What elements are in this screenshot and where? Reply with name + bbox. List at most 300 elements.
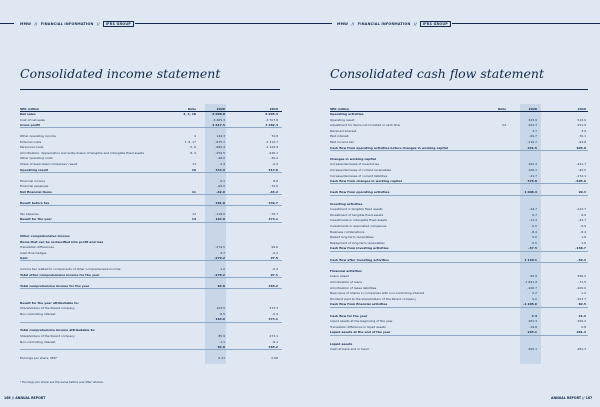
table-row [330,218,588,222]
row-value-prior: -43.7 [578,218,586,223]
row-value-prior: -172.1 [576,173,586,178]
row-value-current: -11.3 [529,218,537,223]
table-row [20,351,282,355]
row-value-prior: 21.2 [578,313,586,318]
row-label: Cash flow after investing activities [330,257,389,262]
table-row [330,325,588,329]
table-row [20,206,282,210]
table-row [330,196,588,200]
row-label: Increase/decrease of current liabilities [330,173,388,178]
table-row [20,251,282,255]
row-label: Total other comprehensive income for the year [20,272,100,277]
table-row [20,184,282,188]
row-value-prior: -226.1 [268,150,278,155]
table-row [20,245,282,249]
row-value-prior: 1.6 [581,235,586,240]
table-row [20,162,282,166]
row-value-prior: 605.0 [576,145,586,150]
row-value-prior: 99.6 [271,245,278,250]
header-year-current: 2020 [528,107,537,111]
row-value-prior: 259.2 [577,319,586,324]
row-label: Translation differences [20,245,54,250]
row-value-prior: -1 312.7 [265,139,278,144]
row-label: Result before tax [20,200,50,205]
row-value-prior: -93.8 [578,140,586,144]
row-value-prior: 3.9 [581,128,586,133]
table-row [20,212,282,216]
table-row [330,319,588,323]
row-value-current: 264.3 [528,123,537,128]
row-label: Financial expenses [20,184,49,189]
row-value-current: -8.4 [531,229,537,234]
row-value-prior: 99.3 [578,190,586,195]
row-label: Cash flow hedges [20,250,47,255]
row-value-prior: 70.8 [271,134,278,139]
row-value-prior: 356.2 [577,274,586,279]
runhead-section: FINANCIAL INFORMATION [40,22,94,26]
table-row [20,156,282,160]
row-label: New issue of shares in companies with non-controlling interest [330,291,425,296]
row-value-prior: 1.6 [581,240,586,245]
row-label: Paid interest [330,134,349,139]
table-row [20,345,282,350]
row-label: Total comprehensive income for the year [20,284,90,289]
row-label: Amortisation, depreciation and write-downs of tangible and intangible fixed assets [20,150,145,155]
table-row [330,230,588,234]
table-row [330,302,588,307]
row-label: Items that can be reclassified into profit and loss [20,239,104,244]
header-label: SEK million [20,107,40,111]
row-value-prior: -0.4 [272,311,278,316]
row-value-prior: 465.2 [268,345,278,350]
row-note: 14 [191,217,196,222]
row-value-prior: 0.8 [581,324,586,329]
row-value-current: -0.5 [219,311,225,316]
table-row [330,185,588,189]
row-label: Cash at bank and in hand [330,347,369,352]
table-row [330,146,588,151]
table-row [20,267,282,271]
table-row [330,280,588,284]
table-row [330,213,588,217]
row-label: Changes in working capital [330,156,376,161]
row-value-prior: -124.7 [576,207,586,212]
table-row [20,279,282,283]
row-value-current: -982.4 [215,145,225,150]
row-label: Amortisation of lease liabilities [330,285,377,290]
row-value-current: 431.5 [527,145,537,150]
row-note: 3, 4, 18 [183,112,196,116]
row-label: Financial activities [330,268,362,273]
table-row [20,356,282,360]
row-value-current: 144.3 [216,134,225,139]
table-row [20,168,282,173]
table-row [20,240,282,244]
row-label: Business combinations [330,229,365,234]
row-value-current: -274.5 [215,245,225,250]
table-row [330,274,588,278]
row-label: Increase/decrease of inventories [330,162,379,167]
table-row [330,291,588,295]
row-label: Investments in intangible fixed assets [330,218,387,223]
footnote: * Earnings per share are the same before and after dilution. [20,380,105,384]
row-label: Net financial items [20,189,52,194]
row-value-prior: -100.0 [576,285,586,290]
row-value-prior: 281.3 [576,330,586,335]
table-row [330,246,588,251]
table-row [20,201,282,206]
row-value-prior: 513.0 [268,167,278,172]
table-row [20,234,282,238]
table-row [330,123,588,127]
row-value-prior: 97.5 [270,256,278,261]
row-value-prior: 6 905.3 [265,112,278,116]
row-value-current: -69.7 [529,134,537,139]
table-row [330,314,588,318]
row-value-prior: -505.6 [575,179,586,184]
row-value-prior: 373.1 [268,217,278,222]
row-label: Divestment of tangible fixed assets [330,212,384,217]
row-note: 4 [194,134,196,139]
table-row [20,301,282,305]
row-value-prior: -0.2 [272,250,278,255]
row-value-current: -57.5 [528,246,537,251]
row-value-current: 6.7 [532,212,537,217]
row-value-current: 265.1 [528,347,537,352]
page-title: Consolidated cash flow statement [330,66,544,81]
row-label: Operating result [330,117,355,122]
row-value-current: 0.0 [532,296,537,301]
row-label: Personnel costs [20,145,44,150]
row-label: Investments in associated companies [330,224,387,228]
row-note: 7, 8, 17 [184,139,196,144]
page-footer: 166 // ANNUAL REPORT [4,396,46,400]
row-label: Cash flow from changes in working capital [330,179,402,184]
row-value-current: 6 098.8 [212,112,225,116]
row-label: Investment in tangible fixed assets [330,207,383,212]
row-label: Liquid assets [330,341,353,346]
row-label: Operating result [20,167,48,172]
row-label: Shareholders of the Parent company [20,334,75,338]
row-value-prior: -63.2 [269,189,278,194]
table-row [330,330,588,335]
row-value-prior: 0.68 [271,356,278,361]
table-row [330,224,588,228]
row-value-prior: 281.3 [577,347,586,352]
table-row [330,157,588,161]
row-value-current: -69.0 [217,184,225,189]
runhead-tag: IFRS GROUP [420,21,450,27]
table-row [330,241,588,245]
row-label: Shareholders of the Parent company [20,306,75,311]
runhead-section: FINANCIAL INFORMATION [357,22,411,26]
table-row [20,140,282,144]
row-value-current: 4.4 [531,313,537,318]
table-row [20,229,282,233]
row-label: Investing activities [330,201,363,206]
table-row [20,118,282,122]
row-note: 12 [192,211,196,216]
table-row [20,295,282,299]
row-value-current: 343.9 [528,117,537,122]
table-row [330,286,588,290]
row-label: Earnings per share, SEK* [20,356,58,361]
row-value-prior: 97.1 [270,272,278,277]
row-note: 13 [192,161,196,166]
table-row [330,336,588,340]
running-header: MMW // FINANCIAL INFORMATION // IFRS GROUP [20,21,134,27]
table-row [20,179,282,183]
table-row [330,207,588,211]
table-row [20,134,282,138]
row-value-current: 1 008.4 [524,190,537,195]
row-value-prior: 82.5 [578,302,586,307]
row-value-current: 1.0 [220,267,225,272]
table-row [20,123,282,128]
row-label: Total comprehensive income attributable to: [20,328,96,333]
row-value-prior: -0.4 [272,267,278,272]
row-note: 8, 9 [190,150,196,155]
table-row [330,118,588,122]
header-note: Note [497,107,506,111]
table-row [20,190,282,195]
row-value-prior: -70.1 [578,134,586,139]
row-value-current: -278.2 [214,272,225,277]
table-row [20,151,282,155]
row-label: Financial income [20,178,46,183]
row-label: Tax expense [20,211,39,216]
table-row [330,134,588,138]
row-label: Amortisation of loans [330,280,362,284]
row-value-current: -21.7 [529,173,537,178]
row-value-current: 265.1 [527,330,537,335]
row-value-current: 4.7 [220,250,225,255]
table-row [330,179,588,184]
header-year-prior: 2019 [577,107,586,111]
row-value-current: -1.1 [219,339,225,344]
title-rule [330,89,588,90]
row-value-current: 84.8 [217,345,225,350]
row-note: 24 [502,123,506,128]
row-value-current: 1 130.1 [524,257,537,262]
row-value-prior: 465.2 [268,284,278,289]
header-label: SEK million [330,107,350,111]
row-value-current: 163.0 [215,317,225,322]
row-value-current: -118.0 [215,211,225,216]
table-row [20,273,282,278]
table-row [330,151,588,155]
row-value-current: 2 617.5 [212,123,225,128]
row-value-current: 0.5 [532,240,537,245]
row-value-prior: 473.1 [269,334,278,338]
row-value-current: -106.7 [527,285,537,290]
table-row [330,168,588,172]
header-year-current: 2020 [216,107,225,111]
table-row [330,202,588,206]
table-row [330,190,588,195]
row-label: Loans raised [330,274,349,279]
table-row [330,174,588,178]
table-row [330,308,588,312]
title-rule [20,89,280,90]
row-value-prior: 449.7 [268,200,278,205]
table-row [330,297,588,301]
row-value-current: 163.0 [215,217,225,222]
row-value-current: -44.7 [529,207,537,212]
row-value-current: 84.8 [217,284,225,289]
row-value-current: -62.9 [216,189,225,194]
table-row [20,112,282,116]
row-value-prior: -76.7 [270,211,278,216]
runhead-tag: IFRS GROUP [103,21,133,27]
row-label: Translation difference in liquid assets [330,324,386,329]
row-value-prior: 8.8 [273,178,278,183]
row-label: Cash flow from operating activities before changes in working capital [330,145,448,150]
row-value-current: -2.4 [219,161,225,166]
row-value-prior: 2 282.4 [265,123,278,128]
header-note: Note [187,107,196,111]
table-row [330,269,588,273]
right-page [300,0,600,407]
row-value-prior: -3 707.8 [265,117,278,122]
table-row [20,290,282,294]
table-row [20,223,282,227]
row-label: Liquid assets at the beginning of the year [330,319,393,324]
table-row [20,306,282,310]
row-label: Raised long-term receivables [330,235,374,240]
table-row [20,129,282,133]
row-label: External costs [20,139,42,144]
runhead-brand: MMW [20,22,32,26]
table-row [20,173,282,177]
table-row [20,284,282,289]
row-label: Increase/decrease of current receivables [330,168,392,172]
row-label: Non-controlling interest [20,339,56,344]
row-value-current: -0.5 [531,224,537,228]
row-value-current: 281.0 [215,200,225,205]
row-value-prior: 251.9 [577,123,586,128]
table-row [330,342,588,346]
row-value-current: -48.0 [217,156,225,161]
row-value-current: 281.3 [528,319,537,324]
table-row [20,328,282,332]
row-value-prior: -1 129.9 [265,145,278,150]
row-note: 5, 6 [190,145,196,150]
row-value-current: -259.5 [215,150,225,155]
row-value-current: -3 465.3 [212,117,225,122]
row-label: Received interest [330,128,357,133]
table-row [330,252,588,256]
page-footer: ANNUAL REPORT // 167 [551,396,593,400]
row-value-current: -110.7 [527,140,537,144]
row-value-current: 163.5 [216,306,225,311]
row-note: 11 [191,189,196,194]
row-value-prior: -39.4 [270,156,278,161]
running-header: MMW // FINANCIAL INFORMATION // IFRS GROUP [337,21,451,27]
table-row [330,129,588,133]
row-label: Other comprehensive income [20,234,70,239]
row-label: Cost of net sales [20,117,45,122]
row-value-current: 106.1 [528,168,537,172]
row-value-prior: -241.7 [576,162,586,167]
table-row [330,112,588,116]
table-row [330,162,588,166]
table-row [20,217,282,222]
table-row [330,347,588,351]
table-row [20,262,282,266]
row-value-current: 6.1 [220,178,225,183]
row-label: Gain [20,256,28,261]
row-label: Result for the year [20,217,52,222]
row-label: Dividend paid to the shareholders of the Parent company [330,296,417,301]
table-row [330,140,588,144]
row-value-prior: 373.3 [269,306,278,311]
row-label: Share of associated companies' result [20,161,78,166]
row-label: Cash flow for the year [330,313,368,318]
row-value-prior: 1.2 [581,291,586,296]
table-row [330,258,588,263]
table-row [20,145,282,149]
row-value-current: 3.7 [532,128,537,133]
row-value-prior: -8.4 [580,229,586,234]
row-value-current: 343.9 [215,167,225,172]
row-value-prior: -158.7 [575,246,586,251]
row-value-current: 82.9 [530,274,537,279]
row-label: Cash flow from investing activities [330,246,389,251]
row-label: Income tax related to components of other comprehensive income [20,267,121,272]
row-label: Cash flow from financial activities [330,302,388,307]
header-year-prior: 2019 [269,107,278,111]
row-value-current: -1 091.4 [524,280,537,284]
table-row [330,235,588,239]
row-label: Result for the year attributable to: [20,300,79,305]
row-value-current: 492.3 [528,162,537,167]
row-value-prior: -72.0 [270,184,278,189]
row-label: Net sales [20,112,36,116]
page-title: Consolidated income statement [20,66,221,81]
table-row [20,323,282,327]
table-row [20,256,282,261]
row-label: Gross profit [20,123,40,128]
runhead-brand: MMW [337,22,349,26]
row-note: 10 [191,167,196,172]
table-row [20,317,282,322]
row-value-current: -279.2 [214,256,225,261]
row-value-current: 85.9 [218,334,225,338]
table-row [20,340,282,344]
row-value-prior: -8.1 [272,339,278,344]
row-label: Repayment of long-term receivables [330,240,385,245]
row-value-prior: -0.2 [272,161,278,166]
row-label: Operating activities [330,112,364,116]
row-value-current: 0.0 [532,235,537,240]
row-value-prior: -103.7 [576,296,586,301]
row-value-current: -1 105.6 [523,302,537,307]
row-label: Liquid assets at the end of the year [330,330,391,335]
table-row [330,263,588,267]
row-value-prior: -71.5 [578,280,586,284]
table-row [20,195,282,199]
row-label: Other operating costs [20,156,53,161]
row-value-prior: -59.3 [577,257,586,262]
row-value-prior: 6.9 [581,212,586,217]
row-label: Adjustment for items not included in cash flow [330,123,400,128]
row-value-current: 576.8 [527,179,537,184]
row-value-current: -875.7 [215,139,225,144]
table-row [20,312,282,316]
row-label: Other operating income [20,134,56,139]
row-label: Non-controlling interest [20,311,56,316]
